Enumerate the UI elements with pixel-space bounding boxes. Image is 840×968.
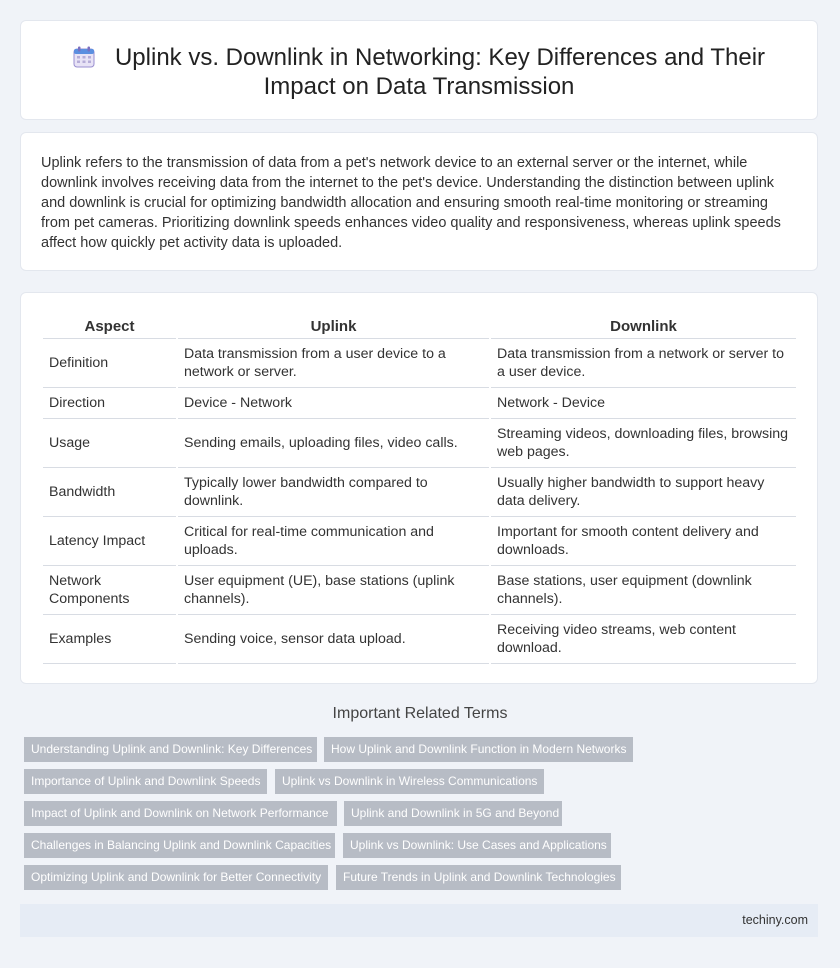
table-row [43,566,796,615]
table-row [43,615,796,664]
table-cell: Usually higher bandwidth to support heavy data delivery. [491,468,796,517]
table-cell: Latency Impact [43,517,176,566]
table-cell: User equipment (UE), base stations (uplink channels). [178,566,489,615]
table-cell: Sending voice, sensor data upload. [178,615,489,664]
table-cell: Device - Network [178,388,489,419]
table-cell: Bandwidth [43,468,176,517]
related-tag[interactable]: Uplink vs Downlink: Use Cases and Applications [343,833,611,858]
table-cell: Network - Device [491,388,796,419]
table-cell: Sending emails, uploading files, video calls. [178,419,489,468]
table-cell: Receiving video streams, web content download. [491,615,796,664]
table-row [43,339,796,388]
table-cell: Data transmission from a network or server to a user device. [491,339,796,388]
header-card [20,20,818,120]
header-uplink: Uplink [178,317,489,339]
comparison-card [20,292,818,684]
table-row [43,388,796,419]
related-tag[interactable]: Challenges in Balancing Uplink and Downlink Capacities [24,833,335,858]
table-row [43,419,796,468]
page-title-text: Uplink vs. Downlink in Networking: Key Differences and Their Impact on Data Transmission [114,44,766,100]
table-cell: Base stations, user equipment (downlink channels). [491,566,796,615]
intro-text: Uplink refers to the transmission of data from a pet's network device to an external server or the internet, while downlink involves receiving data from the internet to the pet's device. Understanding the distinction between uplink and downlink is crucial for optimizing bandwidth allocation and ensuring smooth real-time monitoring or streaming from pet cameras. Prioritizing downlink speeds enhances video quality and responsiveness, whereas uplink speeds affect how quickly pet activity data is uploaded. [41,155,781,251]
table-cell: Direction [43,388,176,419]
footer-site[interactable]: techiny.com [742,913,808,927]
table-cell: Definition [43,339,176,388]
related-tag[interactable]: Understanding Uplink and Downlink: Key Differences [24,737,317,762]
header-aspect: Aspect [43,317,176,339]
table-cell: Network Components [43,566,176,615]
footer [20,904,818,937]
table-cell: Usage [43,419,176,468]
related-tag[interactable]: Uplink vs Downlink in Wireless Communications [275,769,544,794]
table-cell: Data transmission from a user device to a network or server. [178,339,489,388]
table-cell: Important for smooth content delivery and downloads. [491,517,796,566]
table-row [43,468,796,517]
comparison-table [41,317,798,664]
page-title [61,43,777,101]
table-header-row [43,317,796,339]
related-tag[interactable]: Optimizing Uplink and Downlink for Better Connectivity [24,865,328,890]
table-cell: Streaming videos, downloading files, browsing web pages. [491,419,796,468]
table-cell: Typically lower bandwidth compared to downlink. [178,468,489,517]
intro-card [20,132,818,271]
related-tag[interactable]: Impact of Uplink and Downlink on Network Performance [24,801,337,826]
table-cell: Examples [43,615,176,664]
calendar-icon [73,46,95,68]
related-tag[interactable]: Importance of Uplink and Downlink Speeds [24,769,267,794]
table-cell: Critical for real-time communication and uploads. [178,517,489,566]
table-row [43,517,796,566]
related-tag[interactable]: How Uplink and Downlink Function in Modern Networks [324,737,633,762]
header-downlink: Downlink [491,317,796,339]
related-tag[interactable]: Future Trends in Uplink and Downlink Technologies [336,865,621,890]
related-terms-title: Important Related Terms [332,705,508,722]
related-tag[interactable]: Uplink and Downlink in 5G and Beyond [344,801,562,826]
